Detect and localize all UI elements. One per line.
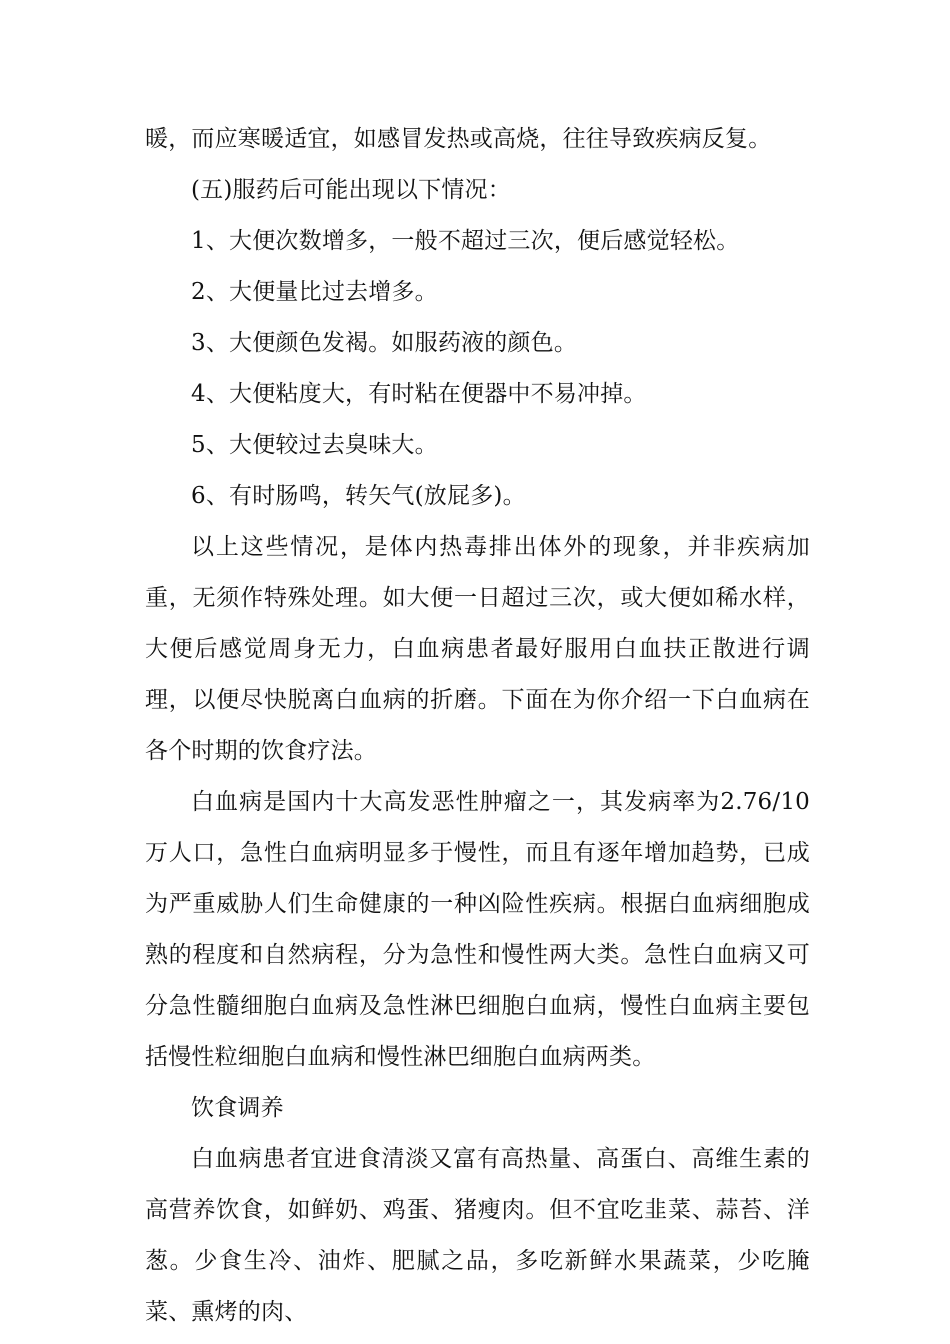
list-item: 3、大便颜色发褐。如服药液的颜色。 [191,330,578,356]
section-heading: (五)服药后可能出现以下情况： [191,177,511,203]
paragraph: 白血病是国内十大高发恶性肿瘤之一，其发病率为2.76/10万人口，急性白血病明显多于慢性，而且有逐年增加趋势，已成为严重威胁人们生命健康的一种凶险性疾病。根据白血病细胞成熟的程度和自然病程，分为急性和慢性两大类。急性白血病又可分急性髓细胞白血病及急性淋巴细胞白血病，慢性白血病主要包括慢性粒细胞白血病和慢性淋巴细胞白血病两类。 [145,789,810,1070]
list-item: 4、大便粘度大，有时粘在便器中不易冲掉。 [191,381,647,407]
list-item: 6、有时肠鸣，转矢气(放屁多)。 [191,483,526,509]
list-item: 5、大便较过去臭味大。 [191,432,438,458]
list-item: 2、大便量比过去增多。 [191,279,438,305]
document-body [145,114,810,1338]
list-item: 1、大便次数增多，一般不超过三次，便后感觉轻松。 [191,228,740,254]
paragraph: 白血病患者宜进食清淡又富有高热量、高蛋白、高维生素的高营养饮食，如鲜奶、鸡蛋、猪瘦肉。但不宜吃韭菜、蒜苔、洋葱。少食生冷、油炸、肥腻之品，多吃新鲜水果蔬菜，少吃腌菜、熏烤的肉、 [145,1146,810,1325]
paragraph: 暖，而应寒暖适宜，如感冒发热或高烧，往往导致疾病反复。 [145,126,772,152]
section-heading: 饮食调养 [191,1095,284,1121]
paragraph: 以上这些情况，是体内热毒排出体外的现象，并非疾病加重，无须作特殊处理。如大便一日超过三次，或大便如稀水样，大便后感觉周身无力，白血病患者最好服用白血扶正散进行调理，以便尽快脱离白血病的折磨。下面在为你介绍一下白血病在各个时期的饮食疗法。 [145,534,810,764]
